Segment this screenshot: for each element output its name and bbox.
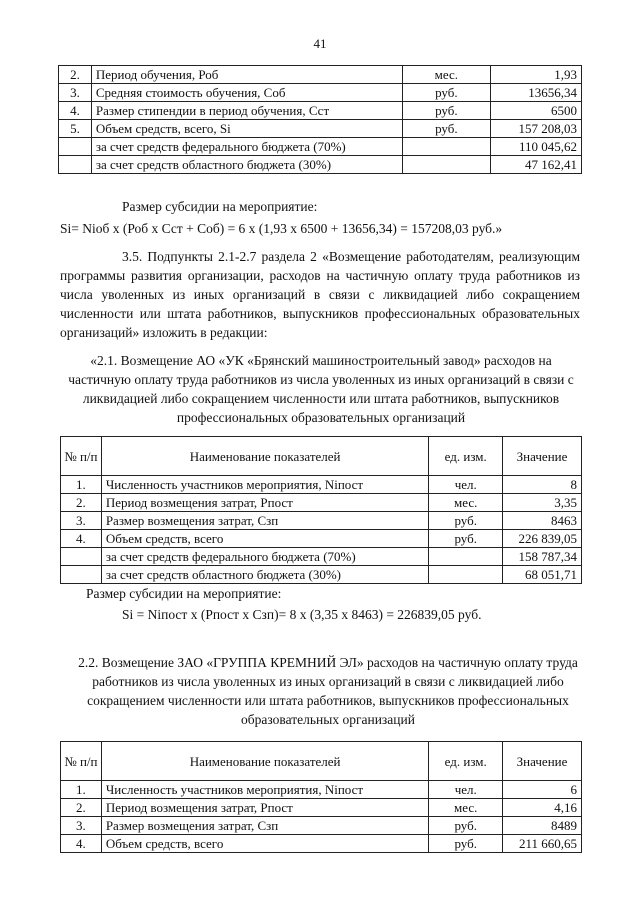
table-row	[61, 530, 582, 548]
header-unit: ед. изм.	[429, 742, 503, 781]
row-name: Период возмещения затрат, Рпост	[101, 799, 429, 817]
table-row	[59, 120, 582, 138]
row-value: 211 660,65	[503, 835, 582, 853]
row-name: Численность участников мероприятия, Niпост	[101, 781, 429, 799]
table-row	[61, 781, 582, 799]
kremniy-reimbursement-table	[60, 741, 582, 853]
row-name: Размер возмещения затрат, Сзп	[101, 512, 429, 530]
row-name: Численность участников мероприятия, Niпост	[101, 476, 429, 494]
row-value: 8489	[503, 817, 582, 835]
row-unit: руб.	[402, 120, 491, 138]
table-row	[61, 817, 582, 835]
table-row	[59, 156, 582, 174]
table-row	[61, 476, 582, 494]
row-unit: мес.	[429, 799, 503, 817]
table-3-header	[61, 742, 582, 781]
row-number: 5.	[59, 120, 92, 138]
row-name: за счет средств областного бюджета (30%)	[91, 156, 402, 174]
header-num: № п/п	[61, 742, 102, 781]
row-unit: руб.	[402, 84, 491, 102]
table-row	[61, 512, 582, 530]
row-unit	[402, 138, 491, 156]
row-name: Объем средств, всего, Si	[91, 120, 402, 138]
row-unit: мес.	[429, 494, 503, 512]
row-name: Период возмещения затрат, Рпост	[101, 494, 429, 512]
row-number	[59, 138, 92, 156]
row-unit	[429, 548, 503, 566]
row-name: Объем средств, всего	[101, 835, 429, 853]
row-value: 68 051,71	[503, 566, 582, 584]
row-name: Размер возмещения затрат, Сзп	[101, 817, 429, 835]
table-row	[59, 84, 582, 102]
row-value: 110 045,62	[491, 138, 582, 156]
table-row	[61, 548, 582, 566]
header-value: Значение	[503, 437, 582, 476]
row-number	[59, 156, 92, 174]
section-2-1-title: «2.1. Возмещение АО «УК «Брянский машиностроительный завод» расходов на частичную оплату труда работников из числа уволенных из иных организаций в связи с ликвидацией либо сокращением численности или штата работников, выпускников профессиональных образовательных организаций	[68, 353, 574, 425]
table-row	[61, 799, 582, 817]
row-number	[61, 566, 102, 584]
row-unit: руб.	[429, 835, 503, 853]
row-number: 2.	[61, 494, 102, 512]
row-value: 157 208,03	[491, 120, 582, 138]
header-name: Наименование показателей	[101, 437, 429, 476]
row-number: 2.	[59, 66, 92, 84]
section-2-2-title: 2.2. Возмещение ЗАО «ГРУППА КРЕМНИЙ ЭЛ» расходов на частичную оплату труда работников из числа уволенных из иных организаций в связи с ликвидацией либо сокращением численности или штата работников, выпускников профессиональных образовательных организаций	[78, 655, 578, 727]
row-value: 13656,34	[491, 84, 582, 102]
row-value: 6500	[491, 102, 582, 120]
header-num: № п/п	[61, 437, 102, 476]
row-unit: руб.	[429, 512, 503, 530]
row-number: 3.	[61, 817, 102, 835]
table-row	[61, 566, 582, 584]
row-value: 8463	[503, 512, 582, 530]
row-unit: руб.	[402, 102, 491, 120]
row-number	[61, 548, 102, 566]
row-unit: чел.	[429, 476, 503, 494]
table-row	[61, 835, 582, 853]
table-row	[59, 102, 582, 120]
row-number: 4.	[59, 102, 92, 120]
formula-1: Si= Niоб х (Роб х Сст + Соб) = 6 х (1,93 х 6500 + 13656,34) = 157208,03 руб.»	[60, 221, 503, 236]
row-name: за счет средств федерального бюджета (70%)	[101, 548, 429, 566]
row-value: 6	[503, 781, 582, 799]
header-value: Значение	[503, 742, 582, 781]
formula-2: Si = Niпост х (Рпост х Сзп)= 8 х (3,35 х 8463) = 226839,05 руб.	[122, 607, 482, 622]
bmz-reimbursement-table	[60, 436, 582, 584]
row-value: 8	[503, 476, 582, 494]
row-number: 2.	[61, 799, 102, 817]
row-number: 3.	[61, 512, 102, 530]
row-name: Объем средств, всего	[101, 530, 429, 548]
row-unit: руб.	[429, 817, 503, 835]
row-unit	[429, 566, 503, 584]
row-name: Период обучения, Роб	[91, 66, 402, 84]
row-value: 4,16	[503, 799, 582, 817]
row-number: 1.	[61, 781, 102, 799]
table-2-header	[61, 437, 582, 476]
row-name: за счет средств федерального бюджета (70%)	[91, 138, 402, 156]
row-value: 226 839,05	[503, 530, 582, 548]
header-unit: ед. изм.	[429, 437, 503, 476]
row-unit	[402, 156, 491, 174]
row-name: Средняя стоимость обучения, Соб	[91, 84, 402, 102]
row-value: 47 162,41	[491, 156, 582, 174]
row-value: 158 787,34	[503, 548, 582, 566]
row-number: 1.	[61, 476, 102, 494]
header-name: Наименование показателей	[101, 742, 429, 781]
row-number: 4.	[61, 835, 102, 853]
table-row	[59, 66, 582, 84]
paragraph-3-5: 3.5. Подпункты 2.1-2.7 раздела 2 «Возмещение работодателям, реализующим программы развития организации, расходов на частичную оплату труда работников из числа уволенных из иных организаций в связи с ликвидацией либо сокращением численности или штата работников, выпускников профессиональных образовательных организаций» изложить в редакции:	[60, 249, 580, 340]
training-cost-table	[58, 65, 582, 174]
subsidy-label-1: Размер субсидии на мероприятие:	[122, 199, 318, 214]
row-name: за счет средств областного бюджета (30%)	[101, 566, 429, 584]
subsidy-label-2: Размер субсидии на мероприятие:	[86, 586, 282, 601]
row-value: 1,93	[491, 66, 582, 84]
page-number: 41	[313, 36, 327, 51]
table-row	[59, 138, 582, 156]
row-number: 3.	[59, 84, 92, 102]
row-unit: мес.	[402, 66, 491, 84]
row-number: 4.	[61, 530, 102, 548]
table-row	[61, 494, 582, 512]
row-name: Размер стипендии в период обучения, Сст	[91, 102, 402, 120]
row-unit: чел.	[429, 781, 503, 799]
row-unit: руб.	[429, 530, 503, 548]
row-value: 3,35	[503, 494, 582, 512]
